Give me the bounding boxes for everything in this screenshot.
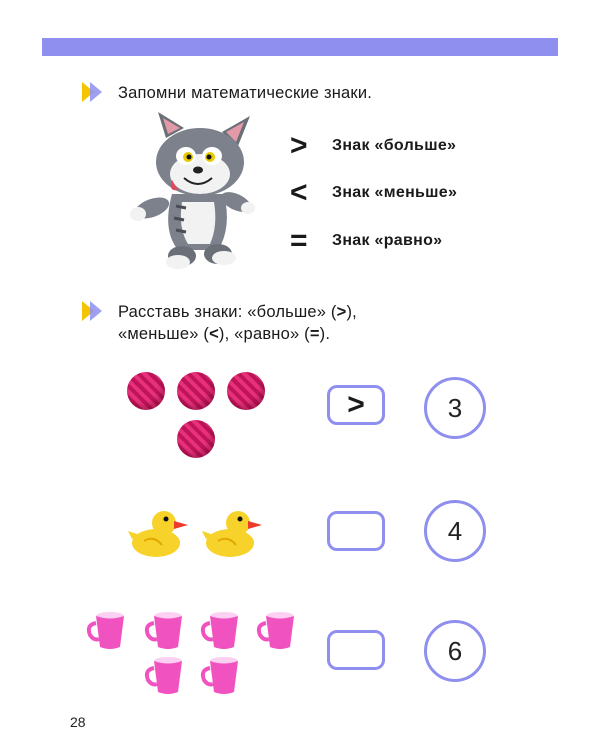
answer-box[interactable]	[327, 630, 385, 670]
number-circle: 3	[424, 377, 486, 439]
task2-text-3: «меньше» (	[118, 325, 210, 343]
ball-icon	[127, 372, 165, 410]
number-circle: 6	[424, 620, 486, 682]
cup-icon	[200, 656, 244, 696]
double-arrow-marker-icon	[80, 80, 104, 104]
duck-icon	[202, 505, 264, 561]
answer-box[interactable]: >	[327, 385, 385, 425]
ball-icon	[227, 372, 265, 410]
legend-label-greater: Знак «больше»	[332, 137, 457, 154]
task2-sym-lt: <	[209, 325, 219, 343]
header-bar	[42, 38, 558, 56]
cup-icon	[256, 611, 300, 651]
legend-less	[290, 178, 457, 208]
legend-label-equal: Знак «равно»	[332, 232, 443, 249]
duck-icon	[128, 505, 190, 561]
task2-sym-eq: =	[309, 325, 320, 343]
cup-icon	[86, 611, 130, 651]
number-circle: 4	[424, 500, 486, 562]
equal-sign: =	[290, 224, 308, 257]
legend-greater	[290, 131, 456, 161]
answer-box[interactable]	[327, 511, 385, 551]
legend-label-less: Знак «меньше»	[332, 184, 458, 201]
cup-icon	[144, 611, 188, 651]
greater-sign: >	[290, 129, 308, 162]
task2-text-5: ).	[319, 325, 331, 343]
task2-text-4: ), «равно» (	[218, 325, 310, 343]
double-arrow-marker-icon	[80, 299, 104, 323]
task1-instruction: Запомни математические знаки.	[118, 84, 373, 102]
cup-icon	[200, 611, 244, 651]
task2-sym-gt: >	[336, 303, 347, 321]
task2-text-1: Расставь знаки: «больше» (	[118, 303, 337, 321]
less-sign: <	[290, 176, 308, 209]
cup-icon	[144, 656, 188, 696]
task2-text-2: ),	[346, 303, 357, 321]
ball-icon	[177, 372, 215, 410]
wolf-mascot-icon	[128, 110, 258, 270]
ball-icon	[177, 420, 215, 458]
legend-equal	[290, 226, 442, 256]
task2-instruction	[118, 301, 357, 345]
page-number: 28	[70, 714, 86, 730]
